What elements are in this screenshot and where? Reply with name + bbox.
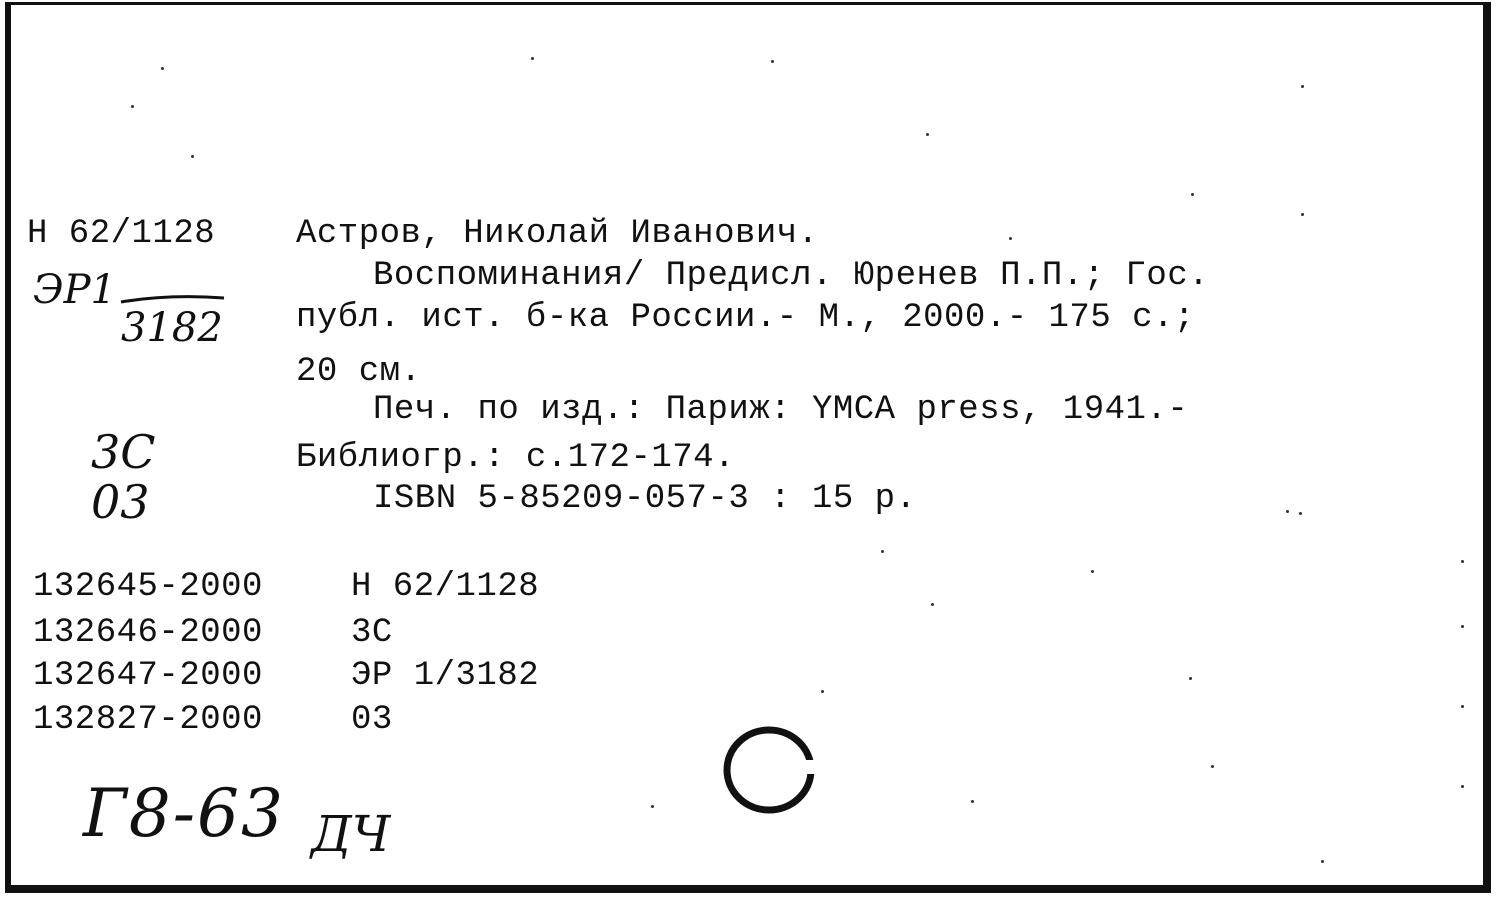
call-number: Н 62/1128	[27, 215, 216, 253]
catalog-card	[5, 2, 1491, 893]
holding-number: 132646-2000	[33, 614, 263, 652]
holding-number: 132827-2000	[33, 701, 263, 739]
handwritten-mark-03: 03	[91, 475, 150, 529]
handwritten-shelfmark-top: ЭР1	[33, 267, 116, 313]
holding-location: ЭР 1/3182	[351, 657, 540, 695]
holding-location: 03	[351, 701, 393, 739]
holding-location: Н 62/1128	[351, 568, 540, 606]
handwritten-shelfmark-bottom: 3182	[121, 305, 223, 351]
entry-heading: Астров, Николай Иванович.	[296, 215, 819, 253]
holding-number: 132645-2000	[33, 568, 263, 606]
entry-line-title: Воспоминания/ Предисл. Юренев П.П.; Гос.	[373, 257, 1210, 295]
punch-hole	[717, 720, 827, 820]
handwritten-bottom-suffix: ДЧ	[311, 805, 391, 863]
handwritten-bottom-code: Г8-63	[83, 775, 285, 852]
holding-number: 132647-2000	[33, 657, 263, 695]
entry-line-size: 20 см.	[296, 353, 422, 391]
entry-line-publisher: публ. ист. б-ка России.- М., 2000.- 175 с.;	[296, 299, 1195, 337]
entry-line-isbn: ISBN 5-85209-057-3 : 15 р.	[373, 480, 917, 518]
holding-location: 3С	[351, 614, 393, 652]
entry-line-note: Печ. по изд.: Париж: YMCA press, 1941.-	[373, 391, 1189, 429]
handwritten-mark-3c: 3С	[91, 425, 156, 479]
entry-line-bibliography: Библиогр.: с.172-174.	[296, 439, 735, 477]
